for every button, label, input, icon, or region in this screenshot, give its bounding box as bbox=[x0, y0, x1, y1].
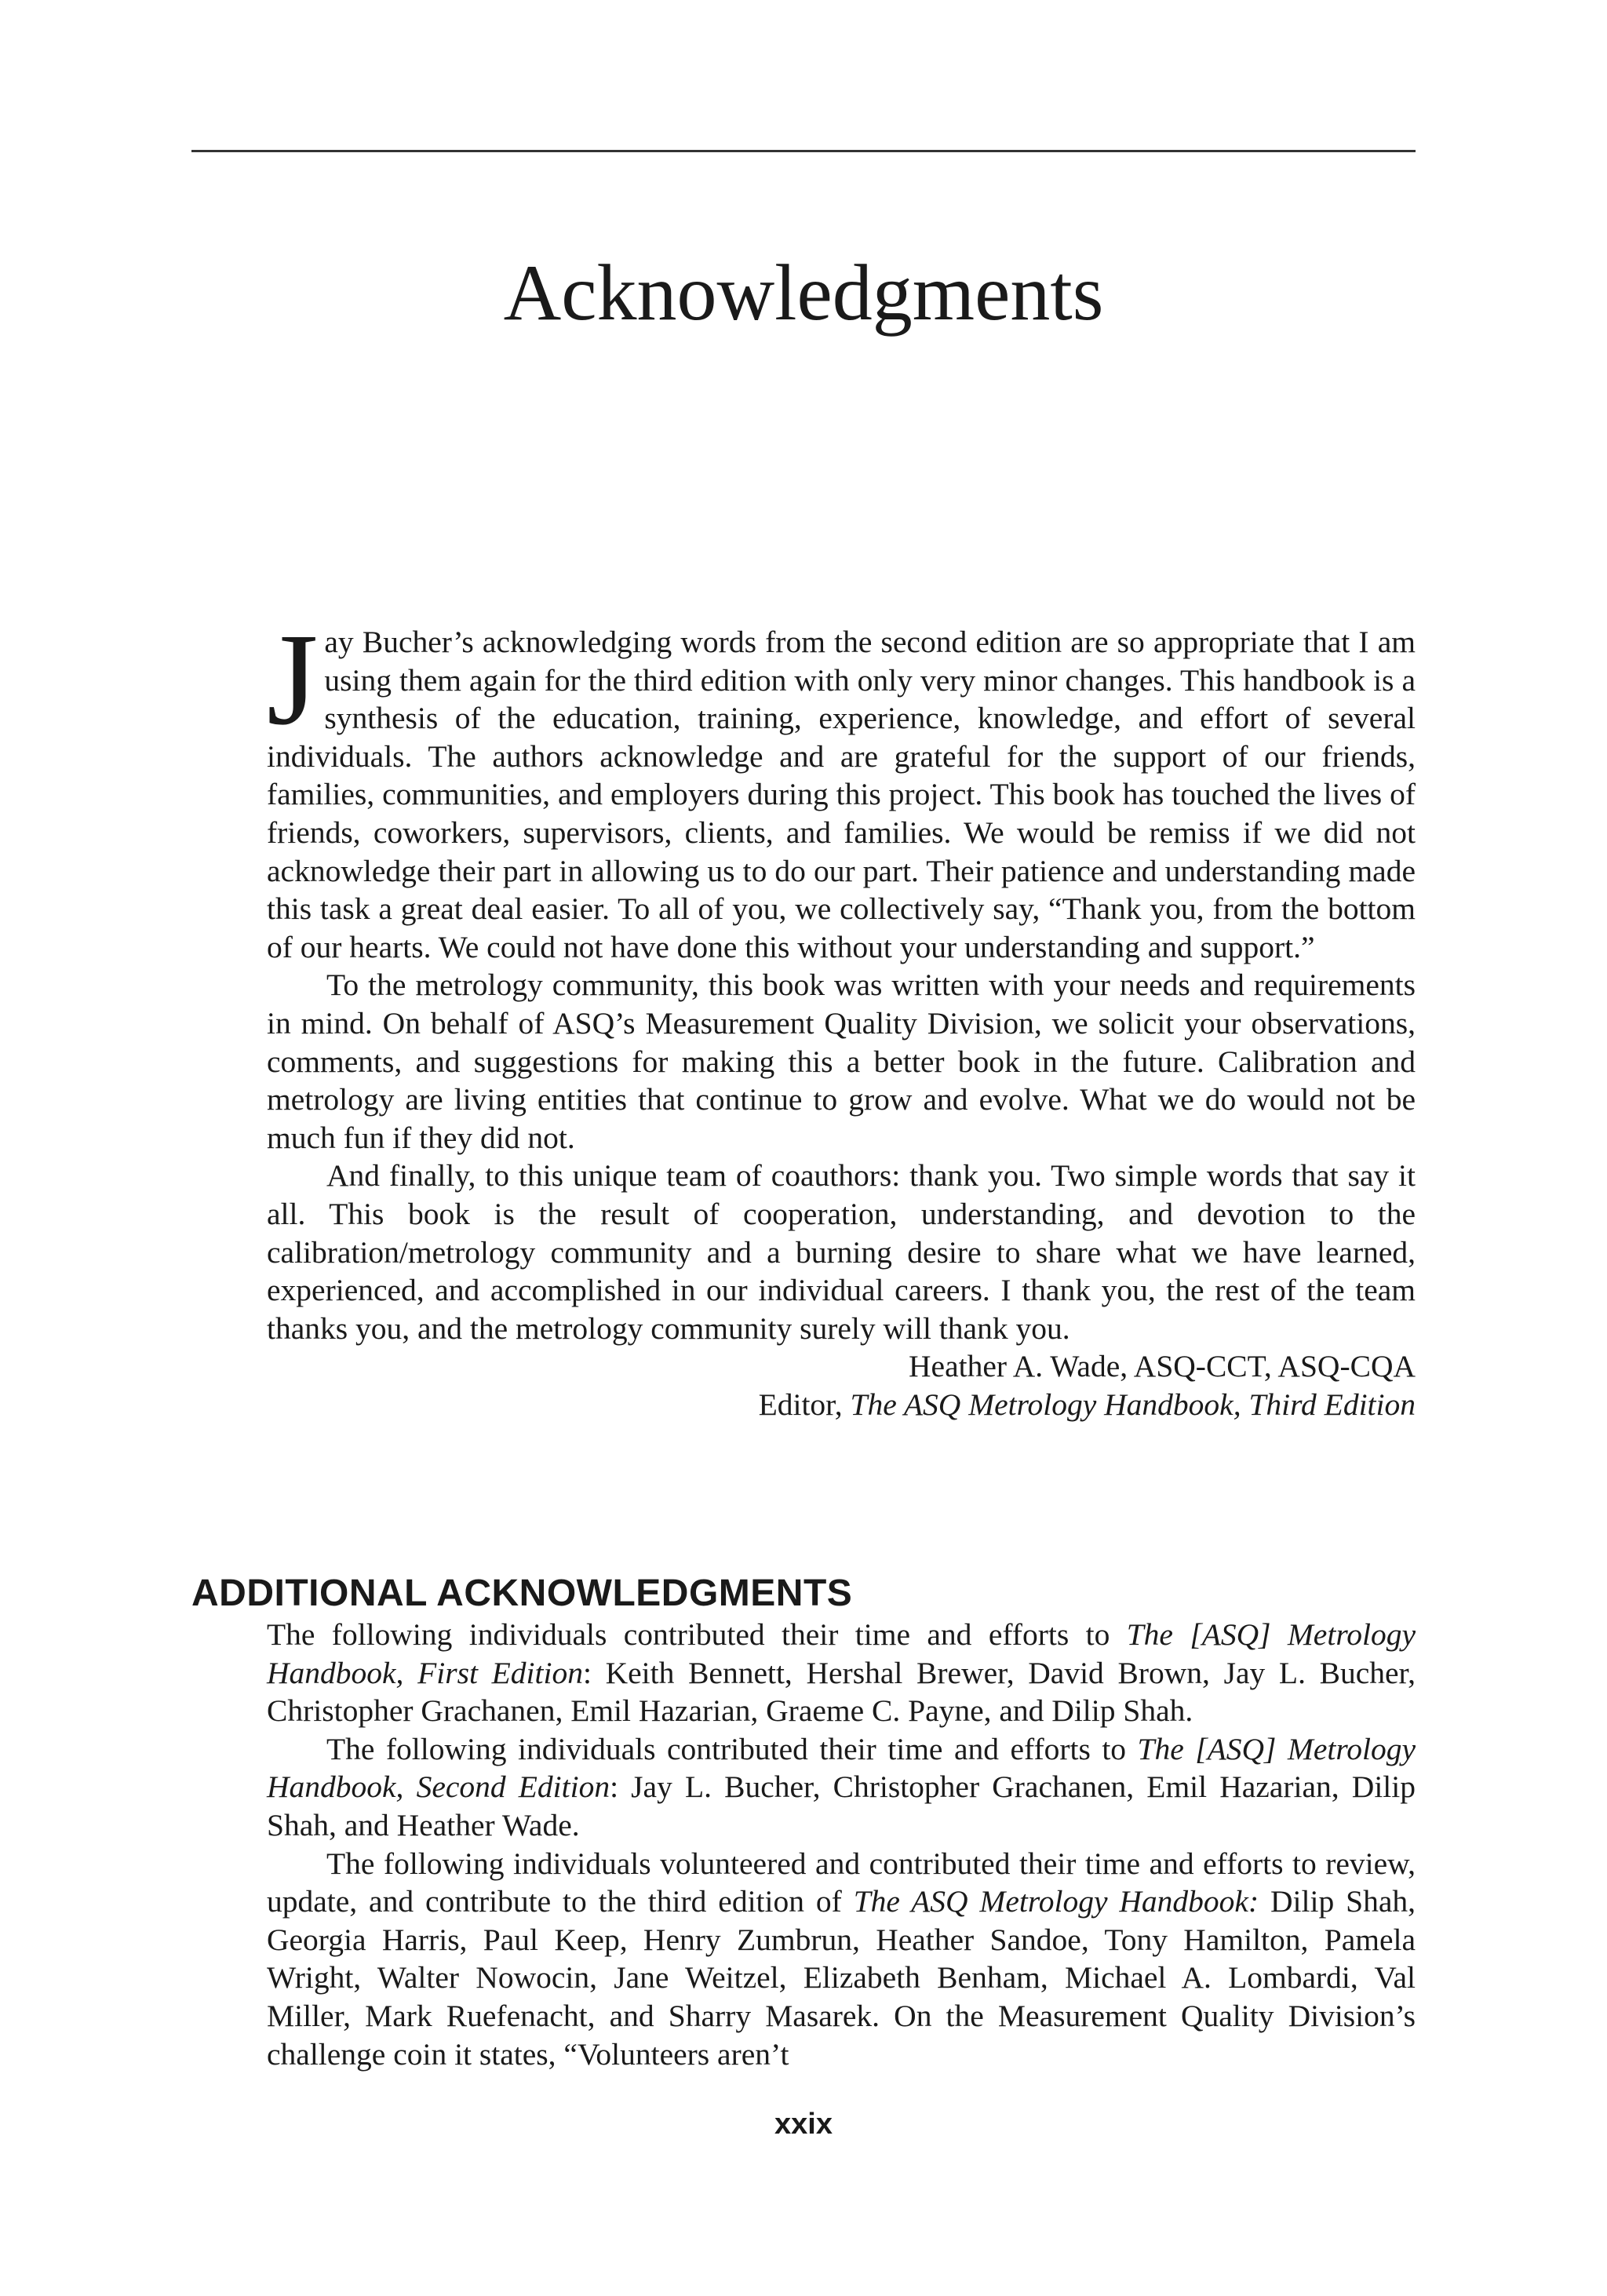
signature-name: Heather A. Wade, ASQ-CCT, ASQ-CQA bbox=[909, 1349, 1416, 1384]
ack-paragraph-1 bbox=[267, 607, 1416, 966]
additional-p2-post: : Jay L. Bucher, Christopher Grachanen, Emil Hazarian, Dilip Shah, and Heather Wade. bbox=[267, 1769, 1416, 1842]
signature-book-title: The ASQ Metrology Handbook, Third Edition bbox=[850, 1387, 1416, 1422]
additional-paragraph-1 bbox=[267, 1616, 1416, 1730]
additional-p1-book: The [ASQ] Metrology Handbook, First Edition bbox=[267, 1617, 1416, 1690]
additional-p2-book: The [ASQ] Metrology Handbook, Second Edition bbox=[267, 1731, 1416, 1805]
signature-role-prefix: Editor, bbox=[758, 1387, 851, 1422]
additional-p1-post: : Keith Bennett, Hershal Brewer, David Brown, Jay L. Bucher, Christopher Grachanen, Emil Hazarian, Graeme C. Payne, and Dilip Shah. bbox=[267, 1655, 1416, 1729]
ack-paragraph-1-text: ay Bucher’s acknowledging words from the second edition are so appropriate that I am using them again for the third edition with only very minor changes. This handbook is a synthesis of the education, training, experience, knowledge, and effort of several individuals. The authors acknowledge and are grateful for the support of our friends, families, communities, and employers during this project. This book has touched the lives of friends, coworkers, supervisors, clients, and families. We would be remiss if we did not acknowledge their part in allowing us to do our part. Their patience and understanding made this task a great deal easier. To all of you, we collectively say, “Thank you, from the bottom of our hearts. We could not have done this without your understanding and support.” bbox=[267, 625, 1416, 964]
chapter-title: Acknowledgments bbox=[503, 249, 1104, 338]
ack-paragraph-3: And finally, to this unique team of coauthors: thank you. Two simple words that say it all. This book is the result of cooperation, understanding, and devotion to the calibration/metrology community and a burning desire to share what we have learned, experienced, and accomplished in our individual careers. I thank you, the rest of the team thanks you, and the metrology community surely will thank you. bbox=[267, 1158, 1416, 1346]
additional-p2-pre: The following individuals contributed their time and efforts to bbox=[326, 1731, 1138, 1766]
top-rule bbox=[191, 150, 1416, 152]
additional-acknowledgments-body bbox=[267, 1616, 1416, 2073]
drop-cap: J bbox=[267, 607, 319, 753]
page-number: xxix bbox=[774, 2108, 833, 2141]
additional-paragraph-3 bbox=[267, 1845, 1416, 2074]
additional-paragraph-2 bbox=[267, 1730, 1416, 1845]
signature-role bbox=[267, 1386, 1416, 1424]
additional-p1-pre: The following individuals contributed their time and efforts to bbox=[267, 1617, 1127, 1652]
acknowledgments-body bbox=[267, 607, 1416, 1423]
additional-p3-post: Dilip Shah, Georgia Harris, Paul Keep, Henry Zumbrun, Heather Sandoe, Tony Hamilton, Pamela Wright, Walter Nowocin, Jane Weitzel, Elizabeth Benham, Michael A. Lombardi, Val Miller, Mark Ruefenacht, and Sharry Masarek. On the Measurement Quality Division’s challenge coin it states, “Volunteers aren’t bbox=[267, 1884, 1416, 2072]
additional-p3-pre: The following individuals volunteered and contributed their time and efforts to review, update, and contribute to the third edition of bbox=[267, 1846, 1416, 1919]
ack-paragraph-2: To the metrology community, this book was written with your needs and requirements in mind. On behalf of ASQ’s Measurement Quality Division, we solicit your observations, comments, and suggestions for making this a better book in the future. Calibration and metrology are living entities that continue to grow and evolve. What we do would not be much fun if they did not. bbox=[267, 968, 1416, 1155]
section-heading: ADDITIONAL ACKNOWLEDGMENTS bbox=[191, 1572, 853, 1614]
additional-p3-book: The ASQ Metrology Handbook: bbox=[853, 1884, 1259, 1919]
